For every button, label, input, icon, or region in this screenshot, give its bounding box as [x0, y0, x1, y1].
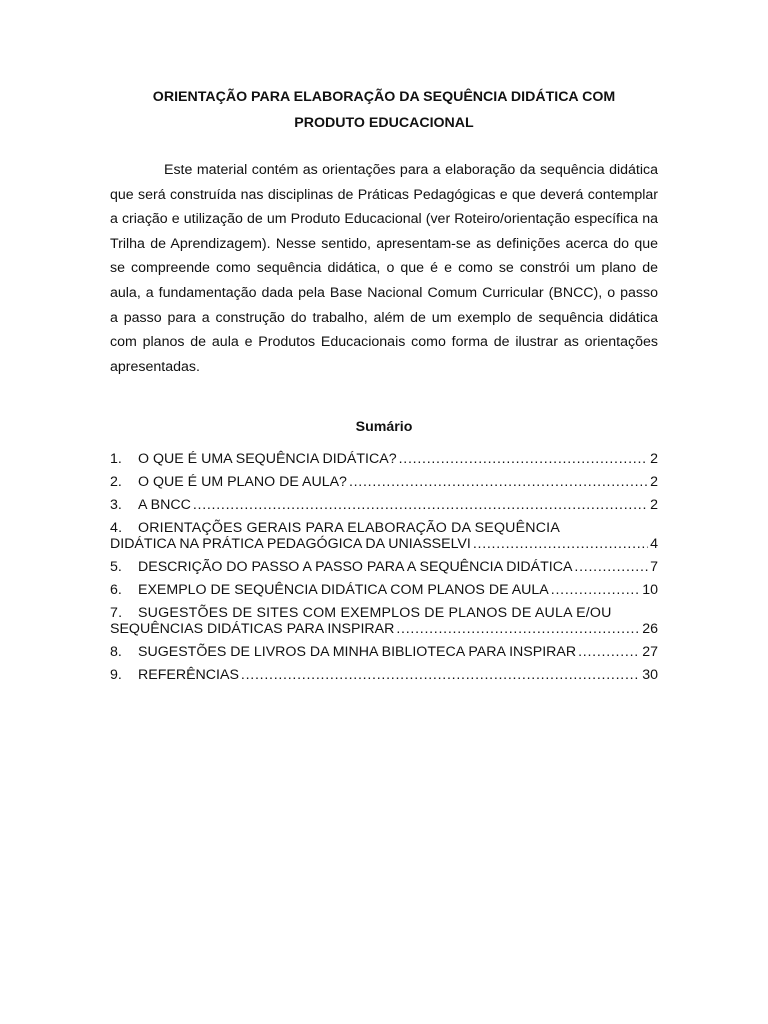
toc-item[interactable] — [110, 605, 658, 637]
toc-item-label: O QUE É UMA SEQUÊNCIA DIDÁTICA? — [138, 451, 397, 468]
toc-item-label-line-1: SUGESTÕES DE SITES COM EXEMPLOS DE PLANOS DE AULA E/OU — [138, 605, 612, 622]
toc-item-number: 1. — [110, 451, 122, 468]
toc-item[interactable] — [110, 667, 658, 683]
toc-item-label: DESCRIÇÃO DO PASSO A PASSO PARA A SEQUÊNCIA DIDÁTICA — [138, 559, 573, 576]
toc-item-page: 10 — [642, 582, 658, 599]
toc-item-number: 4. — [110, 520, 123, 537]
toc-item-page: 2 — [650, 474, 658, 491]
toc-leader-dots — [399, 451, 649, 467]
toc-item-number: 7. — [110, 605, 123, 622]
document-title — [110, 84, 658, 136]
toc-item-label: REFERÊNCIAS — [138, 667, 239, 684]
toc-item-label: EXEMPLO DE SEQUÊNCIA DIDÁTICA COM PLANOS DE AULA — [138, 582, 549, 599]
toc-item[interactable] — [110, 582, 658, 598]
intro-paragraph: Este material contém as orientações para a elaboração da sequência didática que será construída nas disciplinas de Práticas Pedagógicas e que deverá contemplar a criação e utilização de um Produto Educacional (ver Roteiro/orientação específica na Trilha de Aprendizagem). Nesse sentido, apresentam-se as definições acerca do que se compreende como sequência didática, o que é e como se constrói um plano de aula, a fundamentação dada pela Base Nacional Comum Curricular (BNCC), o passo a passo para a construção do trabalho, além de um exemplo de sequência didática com planos de aula e Produtos Educacionais como forma de ilustrar as orientações apresentadas. — [110, 162, 658, 375]
table-of-contents — [110, 451, 658, 683]
summary-heading: Sumário — [355, 419, 413, 436]
toc-leader-dots — [574, 559, 648, 575]
toc-item-number: 2. — [110, 474, 122, 491]
toc-item-label-line-2: DIDÁTICA NA PRÁTICA PEDAGÓGICA DA UNIASSELVI — [110, 536, 471, 553]
toc-item-number: 6. — [110, 582, 122, 599]
toc-leader-dots — [349, 474, 648, 490]
toc-leader-dots — [473, 536, 648, 552]
toc-item-page: 7 — [650, 559, 658, 576]
toc-item-number: 8. — [110, 644, 122, 661]
document-page — [110, 0, 658, 690]
toc-item-page: 26 — [642, 621, 658, 638]
toc-item-label-line-2: SEQUÊNCIAS DIDÁTICAS PARA INSPIRAR — [110, 621, 395, 638]
toc-item-label: O QUE É UM PLANO DE AULA? — [138, 474, 347, 491]
toc-item-label: A BNCC — [138, 497, 191, 514]
toc-item[interactable] — [110, 497, 658, 513]
toc-item-number: 9. — [110, 667, 122, 684]
toc-item-label-line-1: ORIENTAÇÕES GERAIS PARA ELABORAÇÃO DA SEQUÊNCIA — [138, 520, 560, 537]
toc-item[interactable] — [110, 474, 658, 490]
toc-item-page: 4 — [650, 536, 658, 553]
toc-leader-dots — [396, 621, 640, 637]
document-title-line-1: ORIENTAÇÃO PARA ELABORAÇÃO DA SEQUÊNCIA DIDÁTICA COM — [152, 89, 616, 105]
toc-item-number: 5. — [110, 559, 122, 576]
toc-item[interactable] — [110, 644, 658, 660]
toc-item-page: 2 — [650, 451, 658, 468]
toc-item-label: SUGESTÕES DE LIVROS DA MINHA BIBLIOTECA PARA INSPIRAR — [138, 644, 577, 661]
toc-item[interactable] — [110, 520, 658, 552]
toc-leader-dots — [193, 497, 648, 513]
toc-item-page: 27 — [642, 644, 658, 661]
document-title-line-2: PRODUTO EDUCACIONAL — [294, 115, 474, 131]
toc-leader-dots — [578, 644, 640, 660]
toc-leader-dots — [241, 667, 640, 683]
toc-item-number: 3. — [110, 497, 122, 514]
toc-item-page: 2 — [650, 497, 658, 514]
toc-item[interactable] — [110, 559, 658, 575]
toc-leader-dots — [551, 582, 640, 598]
toc-item-page: 30 — [642, 667, 658, 684]
toc-item[interactable] — [110, 451, 658, 467]
